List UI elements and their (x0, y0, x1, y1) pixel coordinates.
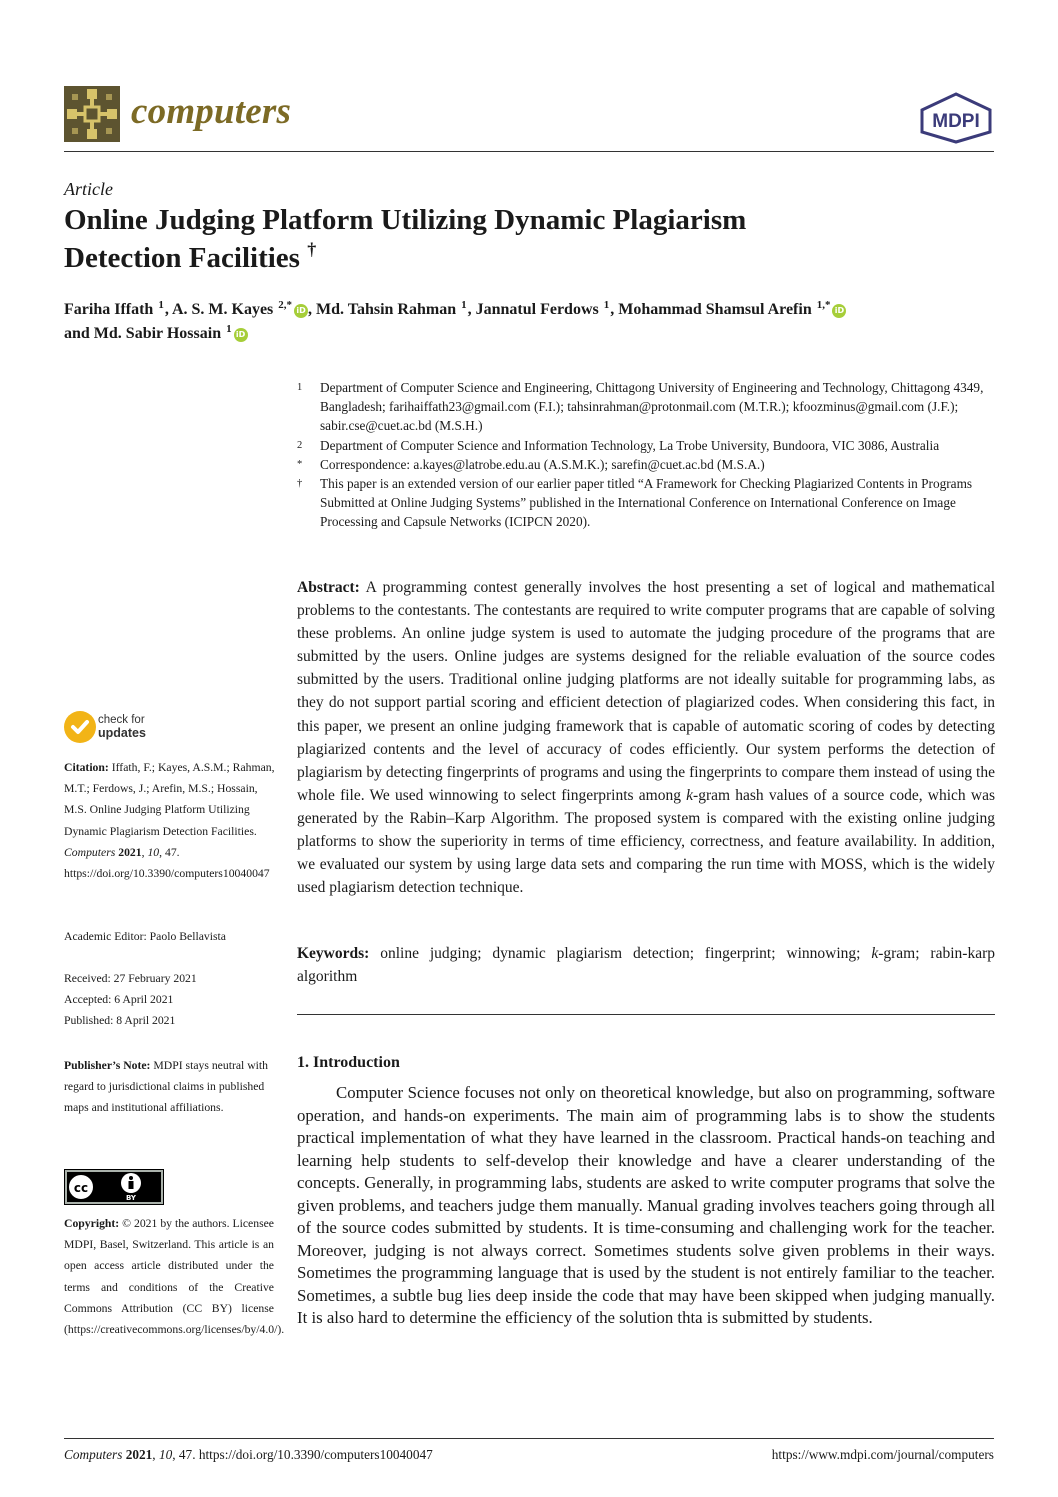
abstract-k: k (686, 786, 694, 804)
check-updates-icon (64, 711, 96, 743)
citation-label: Citation: (64, 761, 109, 774)
keywords-k: k (871, 945, 879, 962)
affiliations (297, 378, 997, 532)
author-name[interactable]: Fariha Iffath (64, 301, 154, 318)
affiliation-item (297, 436, 997, 455)
keywords-text-2: -gram; rabin-karp algorithm (297, 945, 995, 985)
keywords-text-1: online judging; dynamic plagiarism detection; fingerprint; winnowing; (369, 945, 872, 962)
keywords-label: Keywords: (297, 945, 370, 962)
author-separator: , (610, 301, 619, 318)
affiliation-item (297, 474, 997, 532)
author-affiliation-mark: 1 (461, 299, 467, 311)
footer-year: 2021 (122, 1447, 153, 1462)
cc-by-license-icon[interactable] (64, 1169, 164, 1205)
author-affiliation-mark: 1 (226, 323, 232, 335)
by-logo-text: BY (125, 1194, 137, 1202)
publisher-note-text: MDPI stays neutral with regard to jurisdictional claims in published maps and institutional affiliations. (64, 1059, 268, 1115)
footer-volume: 10 (158, 1447, 173, 1462)
title-line-2: Detection Facilities (64, 242, 300, 274)
mdpi-logo-icon (918, 92, 994, 144)
publisher-note-label: Publisher’s Note: (64, 1059, 151, 1072)
author-separator: , (164, 301, 172, 318)
cc-logo-text: cc (73, 1181, 89, 1195)
affiliation-text: This paper is an extended version of our earlier paper titled “A Framework for Checking Plagiarized Contents in Programs Submitted at Online Judging Systems” published in the International Conference on International Conference on Image Processing and Capsule Networks (ICIPCN 2020). (320, 476, 973, 530)
author-affiliation-mark: 1 (603, 299, 610, 311)
publication-dates (64, 968, 276, 1032)
check-for-updates-button[interactable] (64, 711, 184, 745)
author-name[interactable]: Md. Sabir Hossain (93, 325, 222, 342)
orcid-icon[interactable]: iD (832, 304, 846, 318)
introduction-paragraph: Computer Science focuses not only on theoretical knowledge, but also on programming, software operation, and hands-on experiments. The main aim of programming labs is to show the students practical implementation of what they have learned in the classroom. Practical hands-on teaching and learning help students to self-develop their knowledge and have a clearer understanding of the concepts. Generally, in programming labs, students are asked to write computer programs that solve the given problems, and teachers judge them manually. Manual grading involves teachers going through all of the source codes submitted by students. It is time-consuming and challenging work for the teacher. Moreover, judging is not always correct. Sometimes students solve given problems in their ways. Sometimes the programming language that is used by the student is not entirely familiar to the teacher. Sometimes, a subtle bug lies deep inside the code that may have been skipped when judging manually. It is also hard to determine the efficiency of the solution thta is submitted by students. (297, 1083, 995, 1327)
article-title (64, 201, 964, 277)
title-line-1: Online Judging Platform Utilizing Dynamic Plagiarism (64, 204, 747, 236)
accepted-date: Accepted: 6 April 2021 (64, 993, 174, 1007)
article-type: Article (64, 179, 113, 199)
affiliation-item (297, 378, 997, 436)
affiliation-text: Department of Computer Science and Engineering, Chittagong University of Engineering and Technology, Chittagong 4349, Bangladesh; farihaiffath23@gmail.com (F.I.); tahsinrahman@protonmail.com (M.T.R.); kfoozminus@gmail.com (J.F.); sabir.cse@cuet.ac.bd (M.S.H.) (320, 380, 984, 434)
abstract-label: Abstract: (297, 579, 360, 596)
check-updates-label (98, 714, 146, 741)
footer-divider (64, 1438, 994, 1439)
author-separator: , (308, 301, 317, 318)
check-updates-line-2: updates (98, 726, 146, 740)
author-name[interactable]: Mohammad Shamsul Arefin (618, 301, 812, 318)
abstract-divider (297, 1014, 995, 1015)
citation: Citation: Iffath, F.; Kayes, A.S.M.; Rahman, M.T.; Ferdows, J.; Arefin, M.S.; Hossain, M.S. Online Judging Platform Utilizing Dynamic Plagiarism Detection Facilities. Computers 2021, 10, 47. https://doi.org/10.3390/computers10040047 (64, 761, 275, 881)
citation-journal: Computers (64, 845, 116, 859)
affiliation-mark: * (297, 458, 303, 470)
abstract (297, 576, 995, 899)
footer-journal: Computers (64, 1447, 123, 1462)
author-separator: , (467, 301, 476, 318)
received-date: Received: 27 February 2021 (64, 972, 197, 985)
check-updates-line-1: check for (98, 714, 145, 726)
author-name[interactable]: Md. Tahsin Rahman (316, 301, 457, 318)
citation-doi[interactable]: , 47. https://doi.org/10.3390/computers10040047 (64, 845, 270, 881)
author-and: and (64, 325, 94, 342)
author-affiliation-mark: 1 (158, 299, 164, 311)
citation-year: 2021 (115, 845, 142, 859)
author-name[interactable]: A. S. M. Kayes (171, 301, 274, 318)
affiliation-text: Correspondence: a.kayes@latrobe.edu.au (A.S.M.K.); sarefin@cuet.ac.bd (M.S.A.) (320, 456, 765, 472)
academic-editor: Academic Editor: Paolo Bellavista (64, 930, 226, 943)
copyright-text: © 2021 by the authors. Licensee MDPI, Basel, Switzerland. This article is an open access article distributed under the terms and conditions of the Creative Commons Attribution (CC BY) license (https://creativecommons.org/licenses/by/4.0/). (64, 1217, 285, 1337)
publisher-note (64, 1055, 276, 1119)
keywords (297, 942, 995, 988)
affiliation-mark: 1 (297, 382, 303, 393)
title-footnote-mark: † (307, 239, 317, 259)
footer-citation: Computers 2021, 10, 47. https://doi.org/10.3390/computers10040047 (64, 1447, 433, 1462)
affiliation-text: Department of Computer Science and Information Technology, La Trobe University, Bundoora, VIC 3086, Australia (320, 437, 940, 453)
author-affiliation-mark: 2,* (278, 299, 293, 311)
footer-doi-link[interactable]: , 47. https://doi.org/10.3390/computers10040047 (172, 1447, 433, 1462)
citation-volume: 10 (147, 845, 160, 859)
affiliation-mark: 2 (297, 439, 303, 451)
affiliation-mark: † (297, 478, 303, 490)
author-affiliation-mark: 1,* (816, 299, 831, 311)
affiliation-item (297, 455, 997, 474)
header-divider (64, 151, 994, 152)
copyright-notice (64, 1213, 285, 1340)
journal-name: computers (131, 91, 292, 132)
author-list (64, 298, 994, 346)
mdpi-logo-text: MDPI (932, 111, 980, 132)
abstract-text-2: -gram hash values of a source code, which was generated by the Rabin–Karp Algorithm. The proposed system is compared with the existing online judging platforms to show the superiority in terms of time efficiency, correctness, and feature availability. In addition, we evaluated our system by using large data sets and comparing the run time with MOSS, which is the widely used plagiarism detection technique. (297, 786, 995, 897)
footer-journal-url[interactable]: https://www.mdpi.com/journal/computers (771, 1447, 994, 1462)
orcid-icon[interactable]: iD (234, 328, 248, 342)
section-heading-introduction: 1. Introduction (297, 1054, 400, 1071)
author-name[interactable]: Jannatul Ferdows (475, 301, 599, 318)
journal-logo-icon (64, 86, 120, 142)
copyright-label: Copyright: (64, 1217, 120, 1230)
citation-text: Iffath, F.; Kayes, A.S.M.; Rahman, M.T.; Ferdows, J.; Arefin, M.S.; Hossain, M.S. Online Judging Platform Utilizing Dynamic Plagiarism Detection Facilities. (64, 761, 275, 838)
published-date: Published: 8 April 2021 (64, 1014, 176, 1028)
abstract-text-1: A programming contest generally involves the host presenting a set of logical and mathematical problems to the contestants. The contestants are required to write computer programs that are capable of solving these problems. An online judge system is used to automate the judging procedure of the programs that are submitted by the users. Online judges are systems designed for the reliable evaluation of the source codes submitted by the users. Traditional online judging platforms are not ideally suitable for programming labs, as they do not support partial scoring and efficient detection of plagiarized codes. When considering this fact, in this paper, we present an online judging framework that is capable of automatic scoring of codes by detecting plagiarized contents and the level of accuracy of codes efficiently. Our system performs the detection of plagiarism by detecting fingerprints of programs and using the fingerprints to compare them instead of using the whole file. We used winnowing to select fingerprints among (297, 579, 995, 804)
orcid-icon[interactable]: iD (294, 304, 308, 318)
